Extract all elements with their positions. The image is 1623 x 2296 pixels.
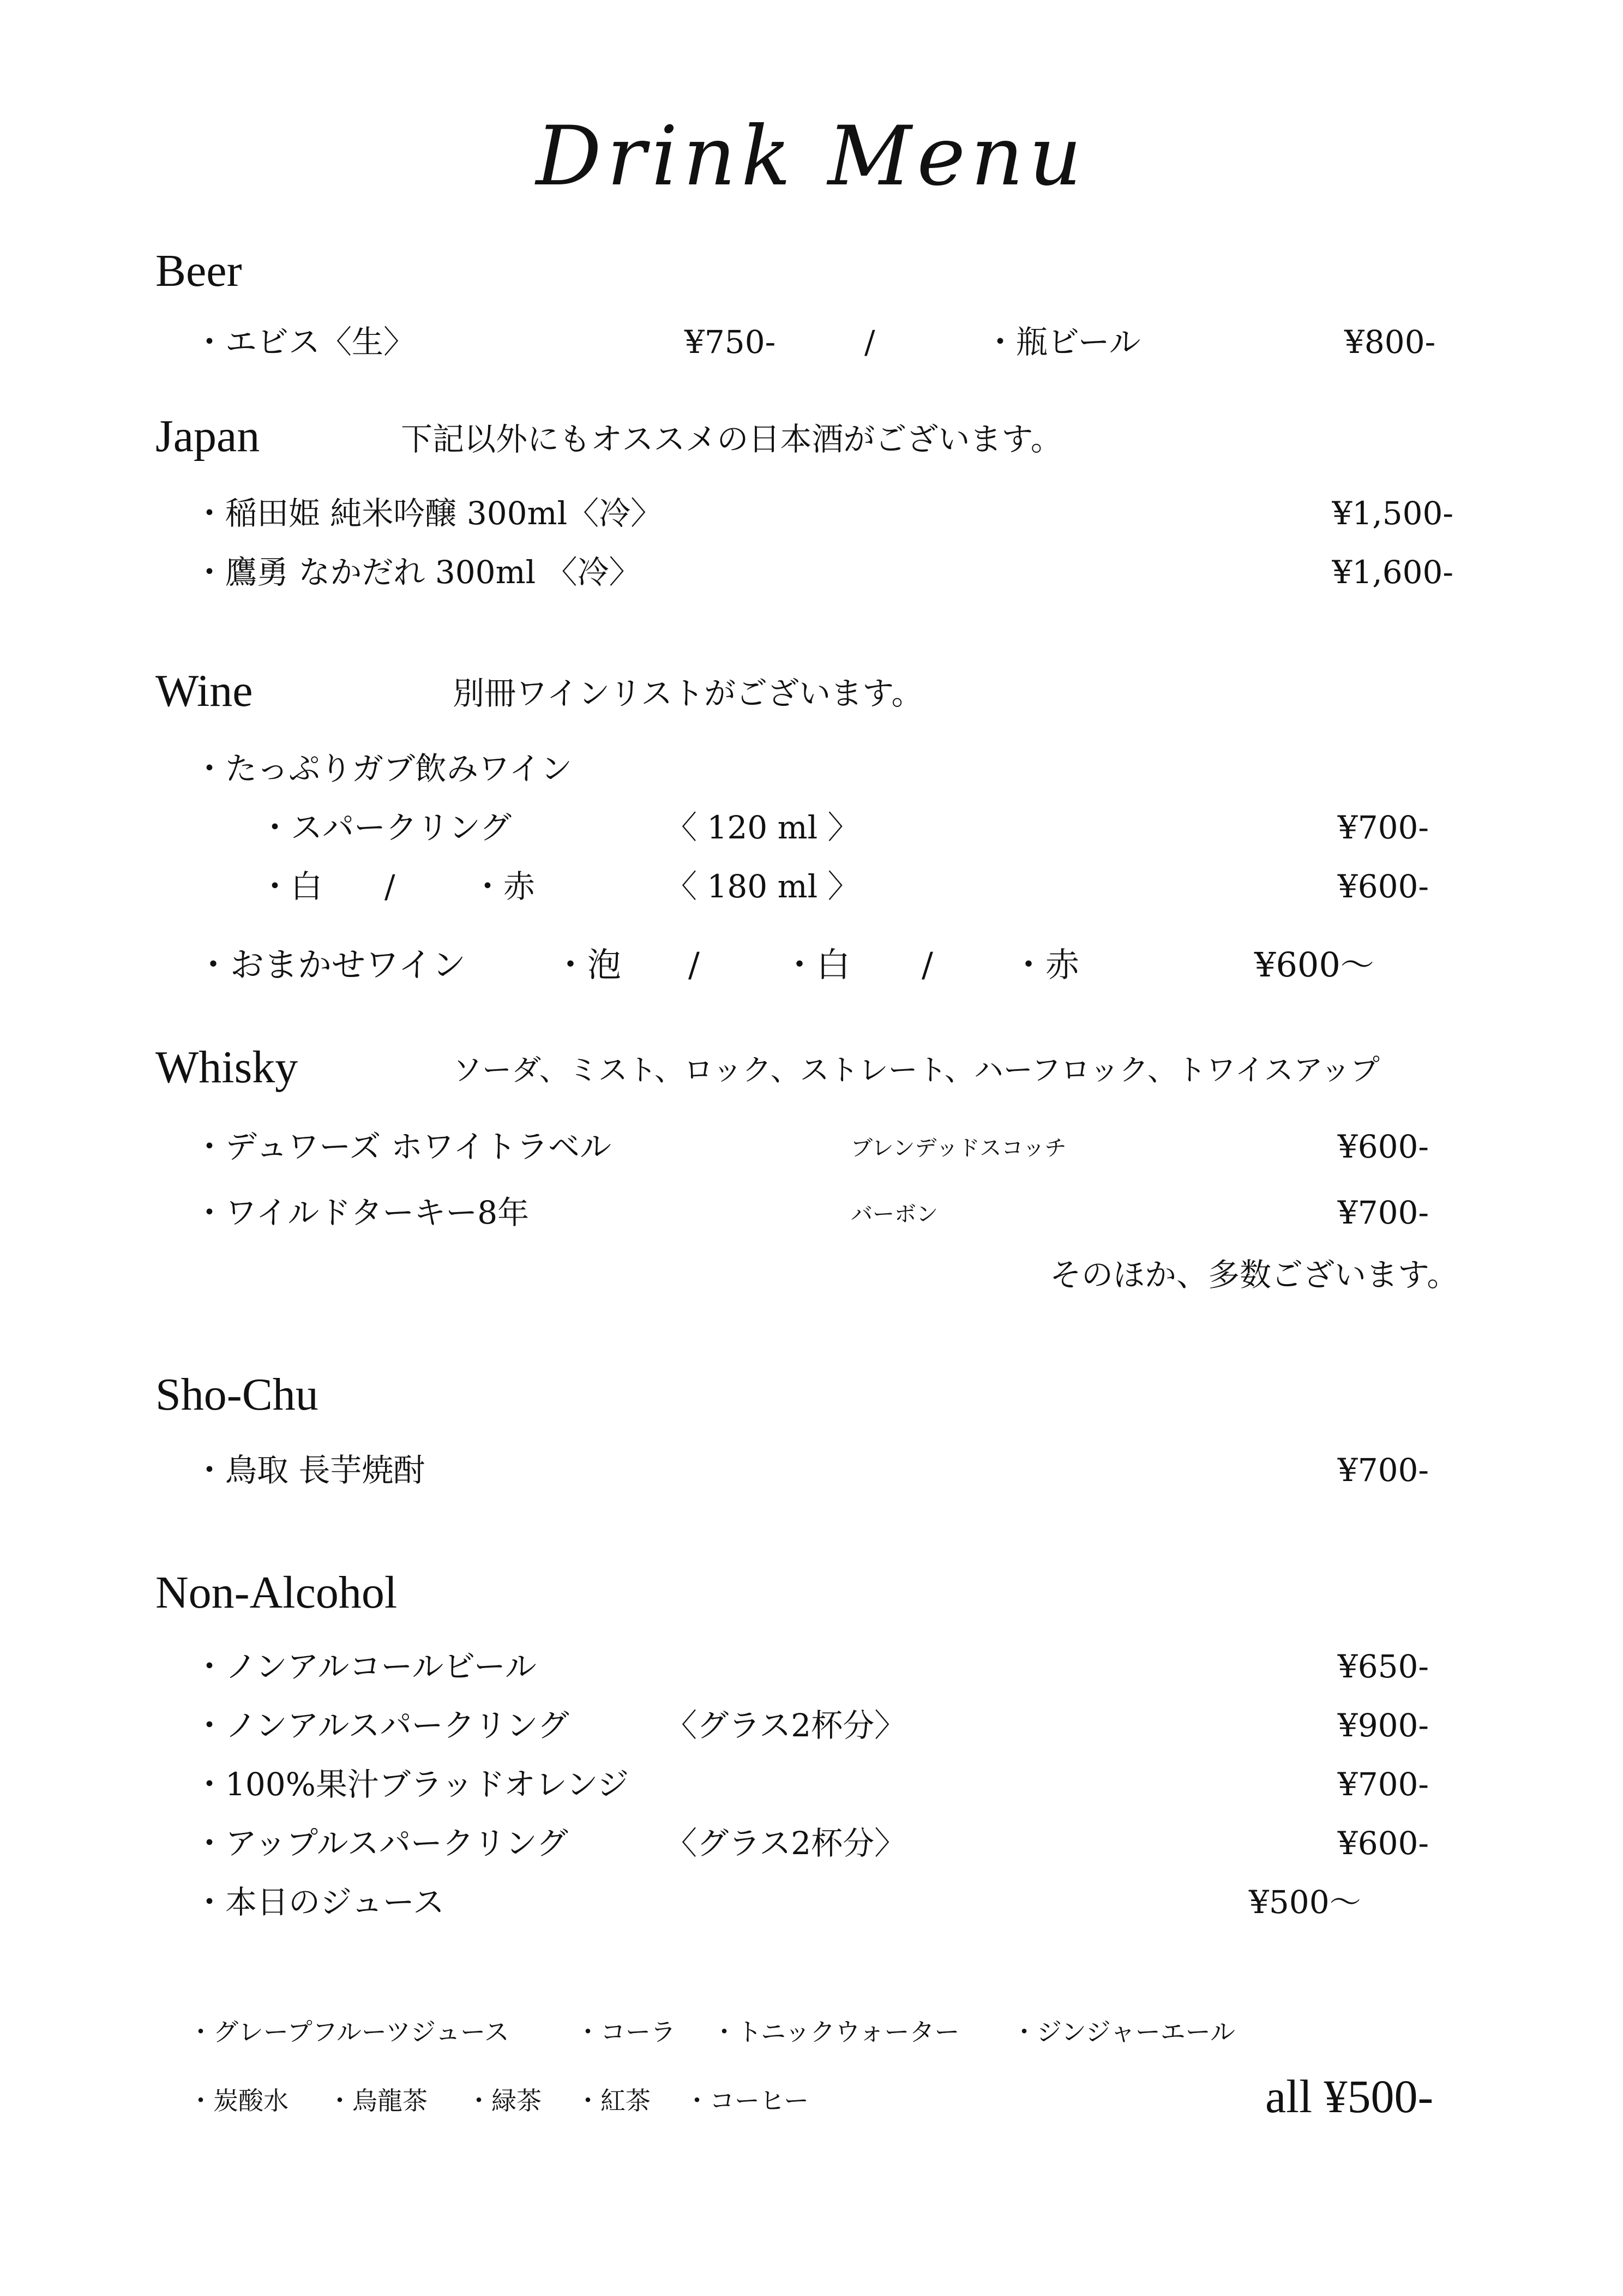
wine-slash: / (384, 868, 395, 905)
nonalcohol-item-note: 〈グラス2杯分〉 (665, 1707, 906, 1744)
wine-item-sparkling: ・スパークリング (259, 809, 512, 846)
whisky-heading: Whisky (155, 1042, 298, 1093)
whisky-item-dewars: ・デュワーズ ホワイトラベル (194, 1128, 612, 1165)
wine-sparkling-size: 〈 120 ml 〉 (665, 809, 859, 846)
softdrink-item: ・コーラ (575, 2017, 676, 2047)
softdrink-item: ・緑茶 (466, 2086, 542, 2115)
japan-price-inadahime: ¥1,500- (1332, 495, 1453, 532)
nonalcohol-item: ・ノンアルコールビール (194, 1648, 537, 1685)
wine-omakase-awa: ・泡 (554, 945, 622, 985)
nonalcohol-item: ・アップルスパークリング (194, 1825, 568, 1862)
wine-note: 別冊ワインリストがございます。 (453, 675, 923, 712)
beer-separator: / (864, 323, 875, 361)
whisky-price-dewars: ¥600- (1337, 1128, 1429, 1165)
nonalcohol-price: ¥600- (1337, 1825, 1429, 1862)
nonalcohol-item: ・100%果汁ブラッドオレンジ (194, 1766, 629, 1803)
whisky-type-wildturkey: バーボン (851, 1202, 938, 1227)
wine-sparkling-price: ¥700- (1337, 809, 1429, 846)
wine-group-label: ・たっぷりガブ飲みワイン (194, 750, 573, 787)
menu-title: Drink Menu (536, 109, 1087, 204)
beer-heading: Beer (155, 245, 242, 296)
softdrink-item: ・トニックウォーター (712, 2017, 960, 2047)
nonalcohol-price: ¥700- (1337, 1766, 1429, 1803)
japan-note: 下記以外にもオススメの日本酒がございます。 (401, 421, 1062, 458)
whisky-type-dewars: ブレンデッドスコッチ (851, 1136, 1067, 1161)
wine-omakase-price: ¥600〜 (1254, 945, 1374, 985)
shochu-item: ・鳥取 長芋焼酎 (194, 1452, 425, 1489)
softdrink-item: ・グレープフルーツジュース (188, 2017, 509, 2047)
softdrink-item: ・コーヒー (684, 2086, 809, 2115)
softdrink-item: ・烏龍茶 (327, 2086, 428, 2115)
nonalcohol-price: ¥650- (1337, 1648, 1429, 1685)
whisky-item-wildturkey: ・ワイルドターキー8年 (194, 1194, 530, 1231)
nonalcohol-heading: Non-Alcohol (155, 1567, 398, 1618)
softdrink-item: ・炭酸水 (188, 2086, 288, 2115)
beer-item-ebisu: ・エビス〈生〉 (194, 323, 416, 361)
beer-price-ebisu: ¥750- (684, 323, 776, 361)
whisky-price-wildturkey: ¥700- (1337, 1194, 1429, 1231)
wine-omakase-slash-2: / (922, 945, 933, 985)
shochu-heading: Sho-Chu (155, 1369, 318, 1420)
nonalcohol-price: ¥500〜 (1249, 1884, 1361, 1921)
wine-omakase-red: ・赤 (1012, 945, 1080, 985)
japan-price-takaisami: ¥1,600- (1332, 554, 1453, 591)
whisky-note: ソーダ、ミスト、ロック、ストレート、ハーフロック、トワイスアップ (453, 1053, 1380, 1087)
wine-omakase-slash-1: / (688, 945, 700, 985)
softdrinks-price: all ¥500- (1265, 2070, 1434, 2123)
nonalcohol-item-note: 〈グラス2杯分〉 (665, 1825, 906, 1862)
softdrink-item: ・紅茶 (575, 2086, 651, 2115)
whisky-footer: そのほか、多数ございます。 (1050, 1256, 1459, 1293)
softdrink-item: ・ジンジャーエール (1012, 2017, 1235, 2047)
wine-wr-price: ¥600- (1337, 868, 1429, 905)
wine-heading: Wine (155, 666, 253, 716)
shochu-price: ¥700- (1337, 1452, 1429, 1489)
beer-price-bottle: ¥800- (1344, 323, 1436, 361)
wine-item-white: ・白 (259, 868, 323, 905)
beer-item-bottle: ・瓶ビール (984, 323, 1141, 361)
wine-item-omakase: ・おまかせワイン (196, 945, 466, 985)
japan-heading: Japan (155, 411, 260, 461)
nonalcohol-item: ・本日のジュース (194, 1884, 444, 1921)
wine-omakase-white: ・白 (783, 945, 851, 985)
nonalcohol-item: ・ノンアルスパークリング (194, 1707, 569, 1744)
wine-item-red: ・赤 (472, 868, 536, 905)
wine-wr-size: 〈 180 ml 〉 (665, 868, 859, 905)
japan-item-inadahime: ・稲田姫 純米吟醸 300ml〈冷〉 (194, 495, 663, 532)
nonalcohol-price: ¥900- (1337, 1707, 1429, 1744)
japan-item-takaisami: ・鷹勇 なかだれ 300ml 〈冷〉 (194, 554, 641, 591)
